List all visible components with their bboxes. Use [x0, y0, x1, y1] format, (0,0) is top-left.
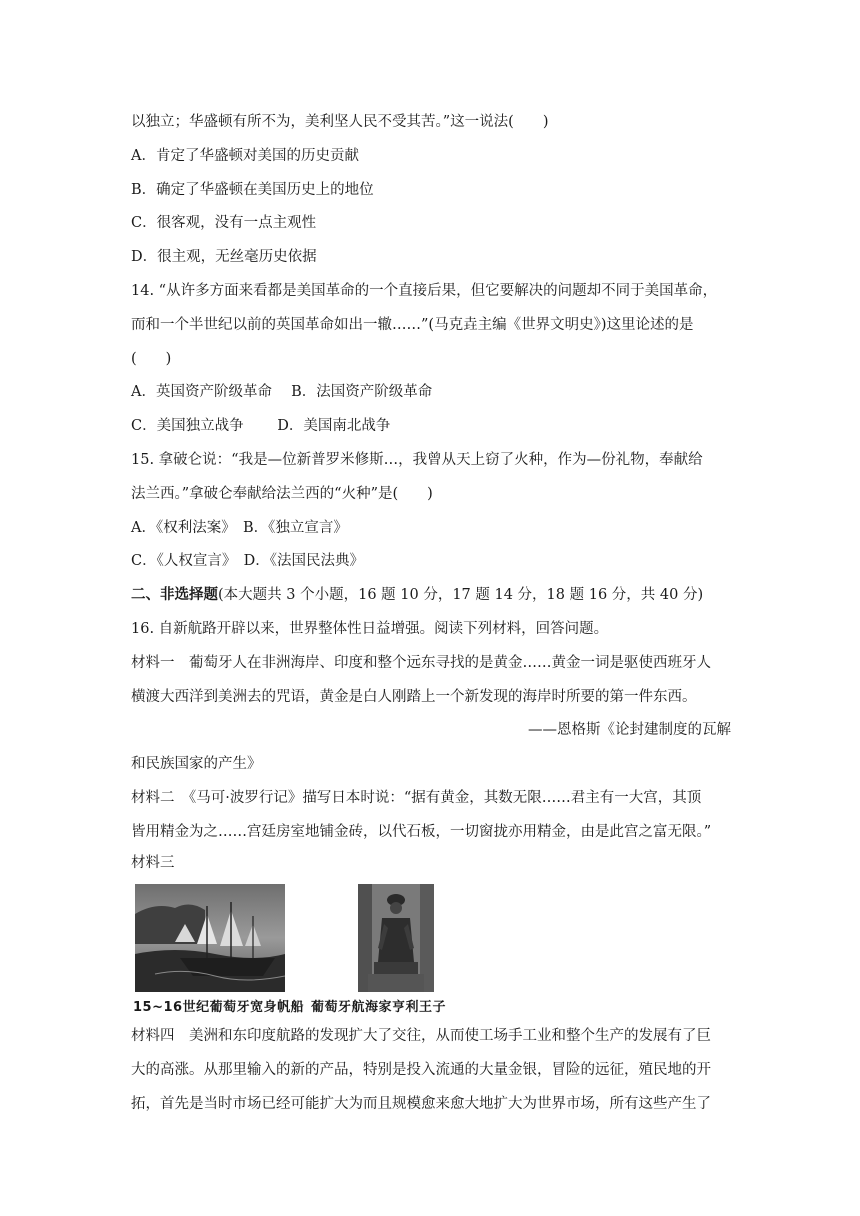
q14-stem-line1: 14. “从许多方面来看都是美国革命的一个直接后果，但它要解决的问题却不同于美国革命，	[131, 283, 718, 299]
q16-material2-line2: 皆用精金为之……宫廷房室地铺金砖，以代石板，一切窗拢亦用精金，由是此宫之富无限。”	[131, 824, 712, 840]
section-2-title: 二、非选择题	[131, 586, 218, 603]
q16-material2-line1: 材料二 《马可·波罗行记》描写日本时说：“据有黄金，其数无限……君主有一大宫，其顶	[131, 790, 702, 806]
q15-options-ab: A．《权利法案》 B．《独立宣言》	[131, 520, 348, 536]
q14-stem-line3: ( )	[131, 351, 172, 367]
section-2-note: (本大题共 3 个小题，16 题 10 分，17 题 14 分，18 题 16 分，共 40 分)	[218, 587, 704, 603]
q14-options-cd: C．美国独立战争 D．美国南北战争	[131, 418, 391, 434]
q14-stem-line2: 而和一个半世纪以前的英国革命如出一辙……”(马克垚主编《世界文明史》)这里论述的是	[131, 317, 694, 333]
q16-material4-line2: 大的高涨。从那里输入的新的产品，特别是投入流通的大量金银，冒险的远征，殖民地的开	[131, 1062, 711, 1078]
q16-material3-label: 材料三	[131, 855, 175, 871]
q15-options-cd: C．《人权宣言》 D．《法国民法典》	[131, 553, 364, 569]
prince-henry-statue-image	[358, 884, 434, 992]
q13-option-b: B．确定了华盛顿在美国历史上的地位	[131, 182, 374, 198]
q16-material1-source-cont: 和民族国家的产生》	[131, 756, 262, 772]
q16-material1-line1: 材料一 葡萄牙人在非洲海岸、印度和整个远东寻找的是黄金……黄金一词是驱使西班牙人	[131, 655, 711, 671]
figure1-caption: 15~16世纪葡萄牙宽身帆船	[133, 1000, 305, 1015]
q13-option-c: C．很客观，没有一点主观性	[131, 215, 317, 231]
q15-stem-line1: 15. 拿破仑说：“我是—位新普罗米修斯…，我曾从天上窃了火种，作为—份礼物，奉献给	[131, 452, 703, 468]
q15-stem-line2: 法兰西。”拿破仑奉献给法兰西的“火种”是( )	[131, 486, 433, 502]
q16-material1-source: ——恩格斯《论封建制度的瓦解	[528, 722, 731, 738]
q13-option-d: D．很主观，无丝毫历史依据	[131, 249, 317, 265]
q16-material1-line2: 横渡大西洋到美洲去的咒语，黄金是白人刚踏上一个新发现的海岸时所要的第一件东西。	[131, 689, 697, 705]
q16-material4-line3: 拓，首先是当时市场已经可能扩大为而且规模愈来愈大地扩大为世界市场，所有这些产生了	[131, 1096, 711, 1112]
q13-continuation: 以独立；华盛顿有所不为，美利坚人民不受其苦。”这一说法( )	[131, 114, 549, 130]
q14-options-ab: A．英国资产阶级革命 B．法国资产阶级革命	[131, 384, 433, 400]
q13-option-a: A．肯定了华盛顿对美国的历史贡献	[131, 148, 359, 164]
q16-intro: 16. 自新航路开辟以来，世界整体性日益增强。阅读下列材料，回答问题。	[131, 621, 609, 637]
section-2-heading	[131, 585, 731, 605]
q16-material4-line1: 材料四 美洲和东印度航路的发现扩大了交往，从而使工场手工业和整个生产的发展有了巨	[131, 1028, 711, 1044]
figure2-caption: 葡萄牙航海家亨利王子	[311, 1000, 447, 1015]
carrack-ship-image	[135, 884, 285, 992]
